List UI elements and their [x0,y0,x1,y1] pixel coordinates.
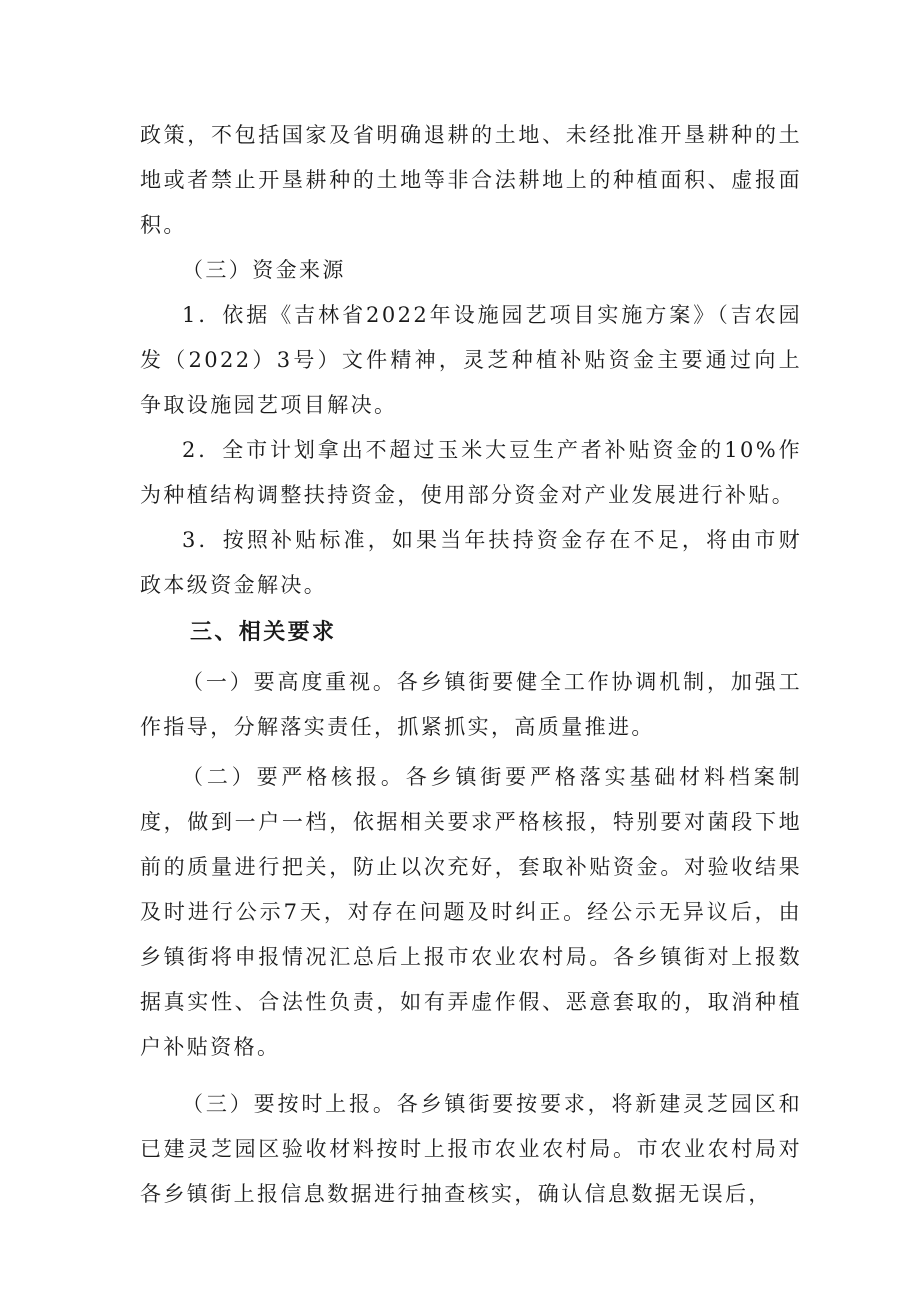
sub-heading-funding-source: （三）资金来源 [182,258,346,282]
paragraph-continued: 政策，不包括国家及省明确退耕的土地、未经批准开垦耕种的土地或者禁止开垦耕种的土地等非合法耕地上的种植面积、虚报面积。 [140,123,802,237]
requirement-1: （一）要高度重视。各乡镇街要健全工作协调机制，加强工作指导，分解落实责任，抓紧抓实，高质量推进。 [140,670,802,739]
requirement-2: （二）要严格核报。各乡镇街要严格落实基础材料档案制度，做到一户一档，依据相关要求严格核报，特别要对菌段下地前的质量进行把关，防止以次充好，套取补贴资金。对验收结果及时进行公示7天，对存在问题及时纠正。经公示无异议后，由乡镇街将申报情况汇总后上报市农业农村局。各乡镇街对上报数据真实性、合法性负责，如有弄虚作假、恶意套取的，取消种植户补贴资格。 [140,765,802,1059]
funding-item-2: 2．全市计划拿出不超过玉米大豆生产者补贴资金的10%作为种植结构调整扶持资金，使用部分资金对产业发展进行补贴。 [140,438,802,507]
funding-item-1: 1．依据《吉林省2022年设施园艺项目实施方案》（吉农园发（2022）3号）文件精神，灵芝种植补贴资金主要通过向上争取设施园艺项目解决。 [140,303,802,417]
section-heading: 三、相关要求 [190,620,337,645]
funding-item-3: 3．按照补贴标准，如果当年扶持资金存在不足，将由市财政本级资金解决。 [140,528,802,597]
requirement-3: （三）要按时上报。各乡镇街要按要求，将新建灵芝园区和已建灵芝园区验收材料按时上报市农业农村局。市农业农村局对各乡镇街上报信息数据进行抽查核实，确认信息数据无误后， [140,1092,802,1206]
